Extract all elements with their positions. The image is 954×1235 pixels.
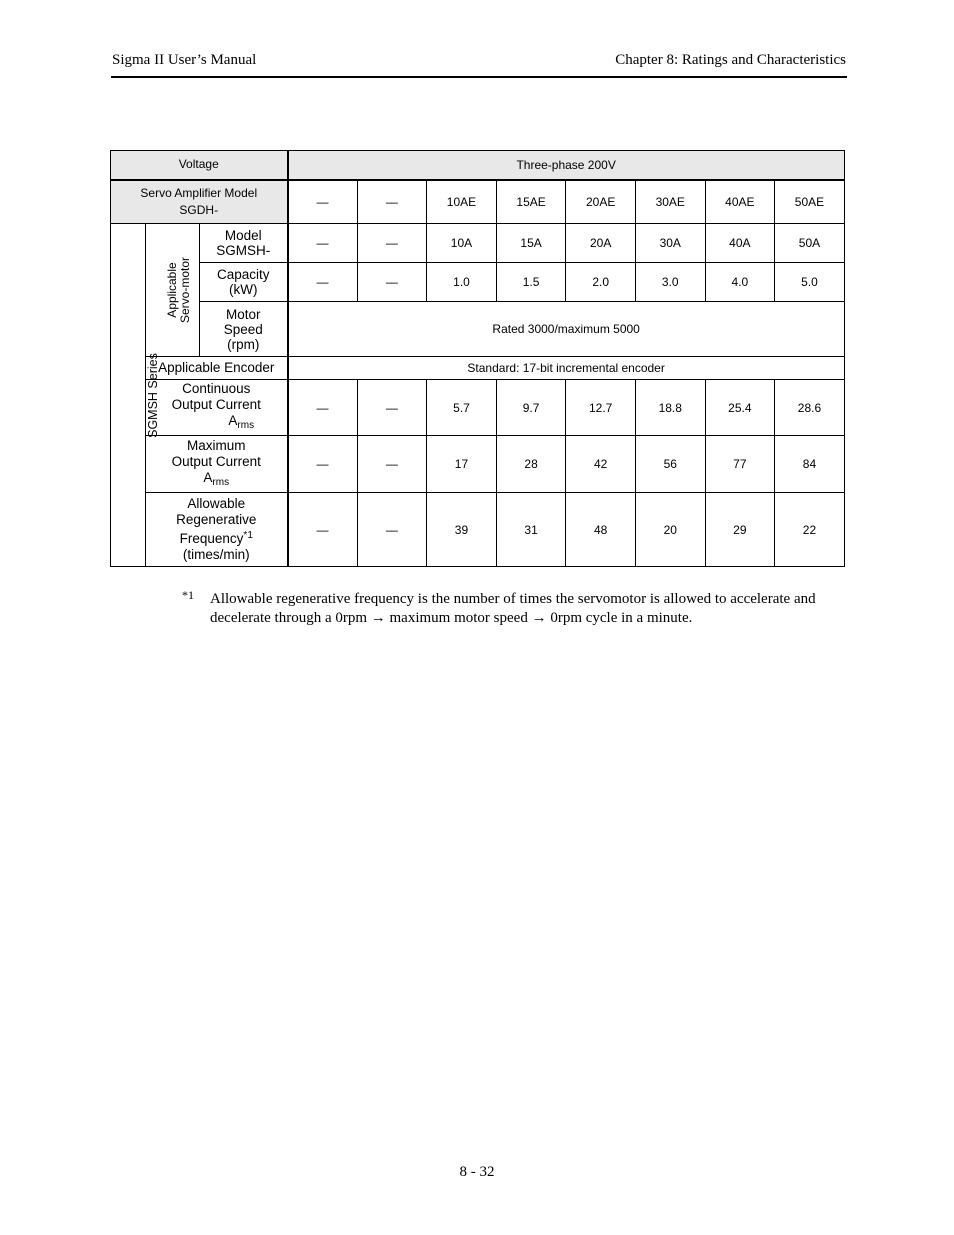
footnote-mark: *1 (182, 588, 194, 602)
regenerative-frequency-cell: 22 (775, 493, 845, 567)
amp-model-cell: — (288, 180, 358, 224)
motor-model-row (111, 224, 845, 263)
amp-model-cell: 30AE (635, 180, 705, 224)
amplifier-row (111, 180, 845, 224)
maximum-current-cell: 28 (496, 436, 566, 493)
regenerative-frequency-label: Allowable Regenerative Frequency$^{*1}$ (times/min) (146, 493, 288, 567)
maximum-current-cell: 17 (427, 436, 497, 493)
continuous-current-label: Continuous Output Current $A_{rms}$ (146, 380, 288, 436)
voltage-label: Voltage (111, 151, 288, 180)
motor-model-cell: — (357, 224, 427, 263)
motor-model-label: Model SGMSH- (200, 224, 288, 263)
amp-model-cell: 10AE (427, 180, 497, 224)
voltage-value: Three-phase 200V (288, 151, 845, 180)
capacity-cell: 1.5 (496, 263, 566, 302)
servo-motor-label: Applicable Servo-motor (165, 256, 193, 324)
regenerative-frequency-cell: 20 (635, 493, 705, 567)
regenerative-frequency-cell: 39 (427, 493, 497, 567)
amp-model-cell: 15AE (496, 180, 566, 224)
amp-model-cell: 50AE (775, 180, 845, 224)
speed-label: Motor Speed (rpm) (200, 302, 288, 357)
footnote-text: Allowable regenerative frequency is the number of times the servomotor is allowed to accelerate and decelerate through a 0rpm → maximum motor speed → 0rpm cycle in a minute. (210, 591, 816, 626)
maximum-current-cell: — (288, 436, 358, 493)
amp-model-cell: — (357, 180, 427, 224)
capacity-cell: 5.0 (775, 263, 845, 302)
capacity-cell: 2.0 (566, 263, 636, 302)
maximum-current-label: Maximum Output Current $A_{rms}$ (146, 436, 288, 493)
capacity-cell: 4.0 (705, 263, 775, 302)
manual-title: Sigma II User’s Manual (112, 52, 257, 68)
motor-model-cell: 15A (496, 224, 566, 263)
continuous-current-cell: 5.7 (427, 380, 497, 436)
page-header (111, 52, 847, 78)
servo-motor-label-cell (146, 224, 200, 357)
continuous-current-cell: 25.4 (705, 380, 775, 436)
amp-model-cell: 20AE (566, 180, 636, 224)
motor-model-cell: 10A (427, 224, 497, 263)
motor-model-cell: 40A (705, 224, 775, 263)
motor-model-cell: 50A (775, 224, 845, 263)
maximum-current-cell: 77 (705, 436, 775, 493)
motor-model-cell: 30A (635, 224, 705, 263)
capacity-cell: 3.0 (635, 263, 705, 302)
continuous-current-cell: — (288, 380, 358, 436)
speed-value: Rated 3000/maximum 5000 (288, 302, 845, 357)
page-number: 8 - 32 (459, 1164, 495, 1180)
regenerative-frequency-cell: 31 (496, 493, 566, 567)
footnote-reference: *1 (243, 530, 253, 541)
maximum-current-row (111, 436, 845, 493)
capacity-cell: 1.0 (427, 263, 497, 302)
chapter-title: Chapter 8: Ratings and Characteristics (615, 52, 846, 68)
capacity-cell: — (288, 263, 358, 302)
regenerative-frequency-row (111, 493, 845, 567)
continuous-current-row (111, 380, 845, 436)
speed-row (111, 302, 845, 357)
voltage-row (111, 151, 845, 180)
motor-model-cell: — (288, 224, 358, 263)
continuous-current-cell: 18.8 (635, 380, 705, 436)
capacity-cell: — (357, 263, 427, 302)
capacity-label: Capacity (kW) (200, 263, 288, 302)
maximum-current-cell: — (357, 436, 427, 493)
motor-model-cell: 20A (566, 224, 636, 263)
maximum-current-cell: 84 (775, 436, 845, 493)
regenerative-frequency-cell: 48 (566, 493, 636, 567)
continuous-current-cell: 28.6 (775, 380, 845, 436)
encoder-label: Applicable Encoder (146, 357, 288, 380)
maximum-current-cell: 42 (566, 436, 636, 493)
series-label: SGMSH Series (145, 353, 160, 438)
maximum-current-cell: 56 (635, 436, 705, 493)
amplifier-label: Servo Amplifier Model SGDH- (111, 180, 288, 224)
regenerative-frequency-cell: — (288, 493, 358, 567)
regenerative-frequency-cell: — (357, 493, 427, 567)
continuous-current-cell: 9.7 (496, 380, 566, 436)
continuous-current-cell: — (357, 380, 427, 436)
capacity-row (111, 263, 845, 302)
series-label-cell (111, 224, 160, 567)
regenerative-frequency-cell: 29 (705, 493, 775, 567)
encoder-row (111, 357, 845, 380)
ratings-table (110, 150, 845, 567)
encoder-value: Standard: 17-bit incremental encoder (288, 357, 845, 380)
amp-model-cell: 40AE (705, 180, 775, 224)
continuous-current-cell: 12.7 (566, 380, 636, 436)
